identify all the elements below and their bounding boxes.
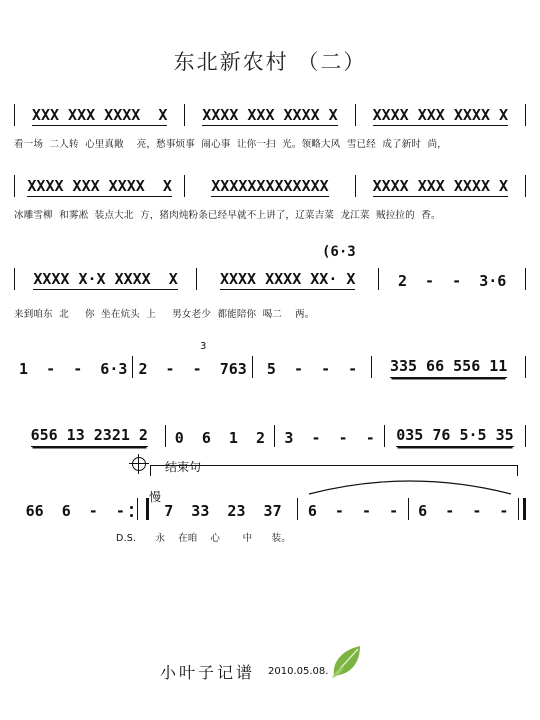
measure: XXXX XXX XXXX X (372, 177, 509, 195)
measure: 1 - - 6·3 (19, 360, 128, 378)
measure: 035 76 5·5 35 (396, 426, 513, 447)
leaf-icon (330, 644, 364, 680)
measure: 2 - - 3·6 (397, 272, 507, 290)
measure: 656 13 2321 2 (31, 426, 148, 447)
transcriber-signature: 小叶子记谱 (160, 663, 256, 682)
measure: XXXX XXX XXXX X (27, 177, 172, 195)
measure: 6 - - - (418, 502, 509, 520)
score-line-1 (14, 104, 526, 126)
measure: 335 66 556 11 (390, 357, 507, 378)
measure: 66 6 - - (25, 502, 125, 520)
measure: XXXXXXXXXXXXX (211, 177, 329, 195)
lyrics-line-2: 冰雕雪柳 和雾凇 装点大北 方，猪肉炖粉条已经早就不上讲了，辽菜吉菜 龙江菜 贼拉拉的 香。 (14, 210, 441, 221)
measure: 3 - - - (284, 429, 375, 447)
lyrics-line-3: 来到咱东 北 你 坐在炕头 上 男女老少 都能陪你 喝二 两。 (14, 309, 315, 320)
measure: 0 6 1 2 (174, 429, 266, 447)
triplet-mark: 3 (200, 341, 207, 352)
measure: 2 - - 763 (138, 360, 247, 378)
repeat-bar (137, 498, 149, 520)
measure: 7 33 23 37 (164, 502, 282, 520)
coda-sign-icon (132, 457, 146, 471)
coda-label: 结束句 (165, 460, 202, 474)
measure: XXXX XXX XXXX X (202, 106, 338, 124)
measure: XXXX X·X XXXX X (33, 270, 178, 288)
lyrics-line-1: 看一场 二人转 心里真敞 亮，愁事烦事 闹心事 让你一扫 光。领略大风 雪已经 成了新时 尚， (14, 139, 447, 150)
tie-arc (305, 474, 515, 496)
measure: XXX XXX XXXX X (31, 106, 168, 124)
score-line-6 (14, 498, 526, 520)
measure: 6 - - - (307, 502, 399, 520)
lyrics-line-6: D.S. 永 在咱 心 中 装。 (116, 533, 292, 544)
volta-bracket: (6·3 (322, 244, 356, 260)
score-line-4 (14, 356, 526, 378)
measure: XXXX XXXX XX· X (219, 270, 356, 288)
measure: 5 - - - (266, 360, 358, 378)
score-line-3 (14, 268, 526, 290)
page-title: 东北新农村 （二） (173, 50, 367, 74)
score-line-5 (14, 425, 526, 447)
score-line-2 (14, 175, 526, 197)
tempo-marking: 慢 (149, 490, 162, 504)
measure: XXXX XXX XXXX X (372, 106, 509, 124)
final-bar (518, 498, 526, 520)
transcription-date: 2010.05.08. (268, 666, 329, 677)
